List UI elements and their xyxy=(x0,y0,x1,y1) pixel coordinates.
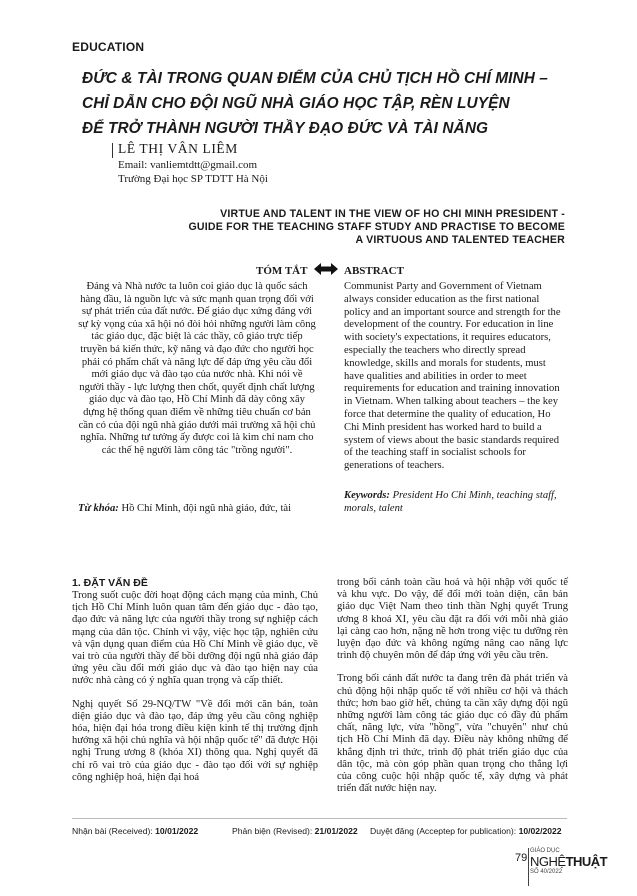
article-title-line-3: ĐỂ TRỞ THÀNH NGƯỜI THẦY ĐẠO ĐỨC VÀ TÀI NĂNG xyxy=(82,120,489,137)
body-paragraph: Nghị quyết Số 29-NQ/TW "Về đổi mới căn bản, toàn diện giáo dục và đào tạo, đáp ứng yêu cầu công nghiệp hóa, hiện đại hóa trong điều kiện kinh tế thị trường định hướng xã hội chủ nghĩa và hội nhập quốc tế" đã được Hội nghị Trung ương 8 (khóa XI) thông qua. Nghị quyết đã chỉ rõ vai trò của giáo dục - đào tạo đối với sự nghiệp công nghiệp hoá, hiện đại hoá xyxy=(72,698,318,783)
tukhoa-line xyxy=(78,503,316,516)
tomtat-text: Đảng và Nhà nước ta luôn coi giáo dục là quốc sách hàng đầu, là nguồn lực và sức mạnh quan trọng đối với sự phát triển của đất nước. Để giáo dục xứng đáng với sự kỳ vọng của xã hội nó đòi hỏi những người làm công tác giáo dục, đặc biệt là các thầy, cô giáo trực tiếp truyền bá kiến thức, kỹ năng và đạo đức cho người học phải có phẩm chất và năng lực để đáp ứng yêu cầu đổi mới giáo dục và đào tạo của nước nhà. Khi nói về người thầy - lực lượng then chốt, quyết định chất lượng giáo dục và đào tạo, Hồ Chí Minh đã dày công xây dựng hệ thống quan điểm về những tiêu chuẩn cơ bản cần có của đội ngũ nhà giáo dưới mái trường xã hội chủ nghĩa. Những tư tưởng ấy được coi là kim chỉ nam cho các thế hệ người làm công tác "trồng người". xyxy=(78,281,316,456)
keywords-line xyxy=(344,490,566,515)
intro-heading: 1. ĐẶT VẤN ĐỀ xyxy=(72,577,148,589)
english-title-line-1: VIRTUE AND TALENT IN THE VIEW OF HO CHI MINH PRESIDENT - xyxy=(220,208,565,220)
magazine-small-label: GIÁO DỤC xyxy=(530,848,560,854)
accepted-label: Duyệt đăng (Acceptep for publication): xyxy=(370,826,517,836)
keywords-label: Keywords: xyxy=(344,490,390,501)
body-paragraph: Trong suốt cuộc đời hoạt động cách mạng của mình, Chủ tịch Hồ Chí Minh luôn quan tâm đến giáo dục - đào tạo, đạo đức và năng lực của người thầy trong sự nghiệp cách mạng của dân tộc. Chính vì vậy, việc học tập, nghiên cứu và vận dụng quan điểm của Hồ Chí Minh về giáo dục, về vai trò của người thầy để bồi dưỡng đội ngũ nhà giáo đáp ứng yêu cầu đổi mới giáo dục và đào tạo hiện nay của nước nhà càng có ý nghĩa quan trọng và cấp thiết. xyxy=(72,590,318,687)
left-column xyxy=(72,590,318,795)
author-email: Email: vanliemtdtt@gmail.com xyxy=(118,159,258,171)
tukhoa-label: Từ khóa: xyxy=(78,503,119,514)
article-title-line-2: CHỈ DẪN CHO ĐỘI NGŨ NHÀ GIÁO HỌC TẬP, RÈN LUYỆN xyxy=(82,95,510,112)
accepted-info xyxy=(370,826,562,836)
magazine-name-b: THUẬT xyxy=(565,854,608,869)
received-info xyxy=(72,826,198,836)
keywords-text: President Ho Chi Minh, teaching staff, morals, talent xyxy=(344,490,557,514)
page-number: 79 xyxy=(515,852,528,864)
tomtat-heading: TÓM TẮT xyxy=(256,265,308,277)
received-label: Nhận bài (Received): xyxy=(72,826,153,836)
author-affiliation: Trường Đại học SP TDTT Hà Nội xyxy=(118,173,268,185)
footer-divider xyxy=(72,818,567,819)
received-date: 10/01/2022 xyxy=(155,826,199,836)
author-marker xyxy=(112,143,113,158)
abstract-text: Communist Party and Government of Vietnam always consider education as the first national policy and an important source and strength for the development of the country. For education in line with society's expectations, it requires educators, especially the teachers who directly spread knowledge, skills and morals for students, must have qualities and abilities in order to meet requirements for education and training innovation in Vietnam. When talking about teachers – the key force that determine the quality of education, Ho Chi Minh president has worked hard to build a system of views about the basic standards required of the teaching staff in socialist schools for generations of teachers. xyxy=(344,281,561,472)
revised-date: 21/01/2022 xyxy=(314,826,358,836)
tukhoa-text: Hồ Chí Minh, đội ngũ nhà giáo, đức, tài xyxy=(121,503,292,514)
magazine-issue: SỐ 40/2022 xyxy=(530,869,563,875)
magazine-name-a: NGHỆ xyxy=(530,854,566,869)
magazine-name xyxy=(530,854,607,869)
magazine-divider xyxy=(528,848,529,886)
accepted-date: 10/02/2022 xyxy=(518,826,562,836)
double-arrow-icon xyxy=(313,262,339,276)
section-label: EDUCATION xyxy=(72,40,145,54)
body-paragraph: Trong bối cảnh đất nước ta đang trên đà phát triển và chủ động hội nhập quốc tế với nhiều cơ hội và thách thức; hơn bao giờ hết, chúng ta cần xây dựng đội ngũ những người làm công tác giáo dục có đầy đủ phẩm chất, năng lực, vừa "hồng", vừa "chuyên" như chủ tịch Hồ Chí Minh đã dạy. Điều này không những để khẳng định tri thức, trình độ phát triển giáo dục của dân tộc, mà còn góp phần quan trọng cho thắng lợi của công cuộc hội nhập quốc tế, xây dựng và phát triển đất nước hiện nay. xyxy=(337,673,568,795)
revised-label: Phản biện (Revised): xyxy=(232,826,313,836)
author-name: LÊ THỊ VÂN LIÊM xyxy=(118,141,238,156)
magazine-logo xyxy=(530,848,607,875)
abstract-heading: ABSTRACT xyxy=(344,265,404,277)
revised-info xyxy=(232,826,358,836)
english-title-line-2: GUIDE FOR THE TEACHING STAFF STUDY AND PRACTISE TO BECOME xyxy=(188,221,565,233)
article-title-line-1: ĐỨC & TÀI TRONG QUAN ĐIỂM CỦA CHỦ TỊCH HỒ CHÍ MINH – xyxy=(82,70,548,87)
body-paragraph: trong bối cảnh toàn cầu hoá và hội nhập với quốc tế và khu vực. Do vậy, để đổi mới toàn diện, căn bản giáo dục Việt Nam theo tinh thần Nghị quyết Trung ương 8 khoá XI, yêu cầu đặt ra đối với mỗi nhà giáo lại càng cao hơn, nặng nề hơn trong việc tu dưỡng rèn luyện đạo đức và không ngừng nâng cao năng lực trình độ chuyên môn để đáp ứng với yêu cầu trên. xyxy=(337,577,568,662)
right-column xyxy=(337,577,568,806)
english-title-line-3: A VIRTUOUS AND TALENTED TEACHER xyxy=(355,234,565,246)
